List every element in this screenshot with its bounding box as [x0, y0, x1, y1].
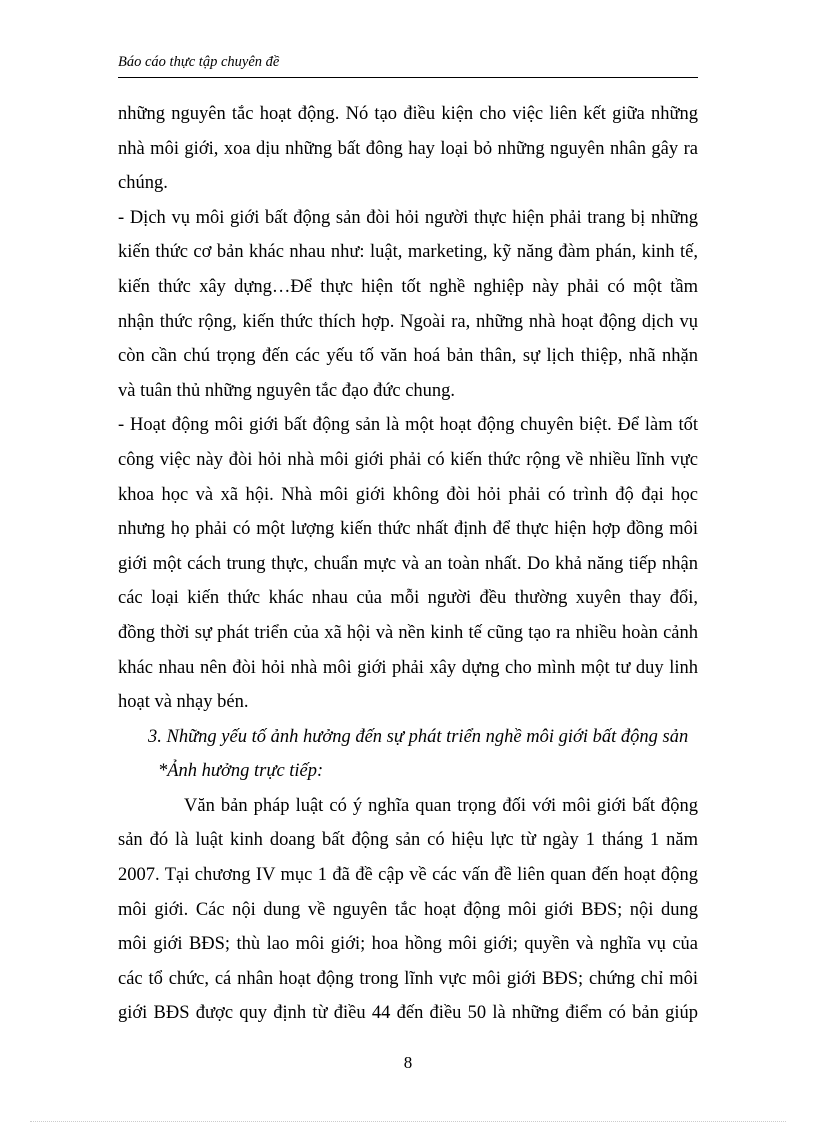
paragraph-line: 2007. Tại chương IV mục 1 đã đề cập về các vấn đề liên quan đến hoạt động	[118, 865, 698, 886]
section-heading: 3. Những yếu tố ảnh hưởng đến sự phát triển nghề môi giới bất động sản	[148, 726, 689, 747]
paragraph-line: môi giới BĐS; thù lao môi giới; hoa hồng môi giới; quyền và nghĩa vụ của	[118, 934, 698, 955]
text-line: đồng thời sự phát triển của xã hội và nền kinh tế cũng tạo ra nhiều hoàn cảnh	[118, 622, 698, 643]
text-line: công việc này đòi hỏi nhà môi giới phải có kiến thức rộng về nhiều lĩnh vực	[118, 449, 698, 470]
text-line: hoạt và nhạy bén.	[118, 692, 249, 713]
paragraph-line: môi giới. Các nội dung về nguyên tắc hoạt động môi giới BĐS; nội dung	[118, 899, 698, 920]
page-bottom-edge	[30, 1121, 786, 1122]
subheading: *Ảnh hưởng trực tiếp:	[158, 761, 324, 782]
text-line: những nguyên tắc hoạt động. Nó tạo điều kiện cho việc liên kết giữa những	[118, 104, 698, 124]
text-line: nhận thức rộng, kiến thức thích hợp. Ngoài ra, những nhà hoạt động dịch vụ	[118, 311, 698, 332]
text-line: chúng.	[118, 173, 168, 194]
text-line: giới một cách trung thực, chuẩn mực và an toàn nhất. Do khả năng tiếp nhận	[118, 553, 698, 574]
text-line: nhà môi giới, xoa dịu những bất đông hay loại bỏ những nguyên nhân gây ra	[118, 138, 698, 159]
text-line: khác nhau nên đòi hỏi nhà môi giới phải xây dựng cho mình một tư duy linh	[118, 657, 698, 678]
text-line: còn cần chú trọng đến các yếu tố văn hoá bản thân, sự lịch thiệp, nhã nhặn	[118, 346, 698, 367]
text-line: kiến thức cơ bản khác nhau như: luật, marketing, kỹ năng đàm phán, kinh tế,	[118, 242, 698, 263]
paragraph-line: giới BĐS được quy định từ điều 44 đến điều 50 là những điểm có bản giúp	[118, 1003, 698, 1024]
page-header	[118, 52, 698, 78]
header-title: Báo cáo thực tập chuyên đề	[118, 54, 280, 70]
page-number: 8	[403, 1053, 413, 1072]
paragraph-line: sản đó là luật kinh doang bất động sản có hiệu lực từ ngày 1 tháng 1 năm	[118, 830, 698, 851]
text-line: và tuân thủ những nguyên tắc đạo đức chung.	[118, 380, 456, 401]
document-body	[118, 97, 698, 1031]
paragraph-line: Văn bản pháp luật có ý nghĩa quan trọng đối với môi giới bất động	[184, 795, 698, 816]
text-line: kiến thức xây dựng…Để thực hiện tốt nghề nghiệp này phải có một tầm	[118, 276, 698, 297]
text-line: - Dịch vụ môi giới bất động sản đòi hỏi người thực hiện phải trang bị những	[118, 207, 698, 228]
text-line: khoa học và xã hội. Nhà môi giới không đòi hỏi phải có trình độ đại học	[118, 484, 698, 505]
paragraph-line: các tổ chức, cá nhân hoạt động trong lĩnh vực môi giới BĐS; chứng chỉ môi	[118, 968, 698, 989]
text-line: - Hoạt động môi giới bất động sản là một hoạt động chuyên biệt. Để làm tốt	[118, 415, 698, 436]
text-line: nhưng họ phải có một lượng kiến thức nhất định để thực hiện hợp đồng môi	[118, 519, 698, 540]
text-line: các loại kiến thức khác nhau của mỗi người đều thường xuyên thay đổi,	[118, 588, 698, 609]
header-rule	[118, 77, 698, 78]
